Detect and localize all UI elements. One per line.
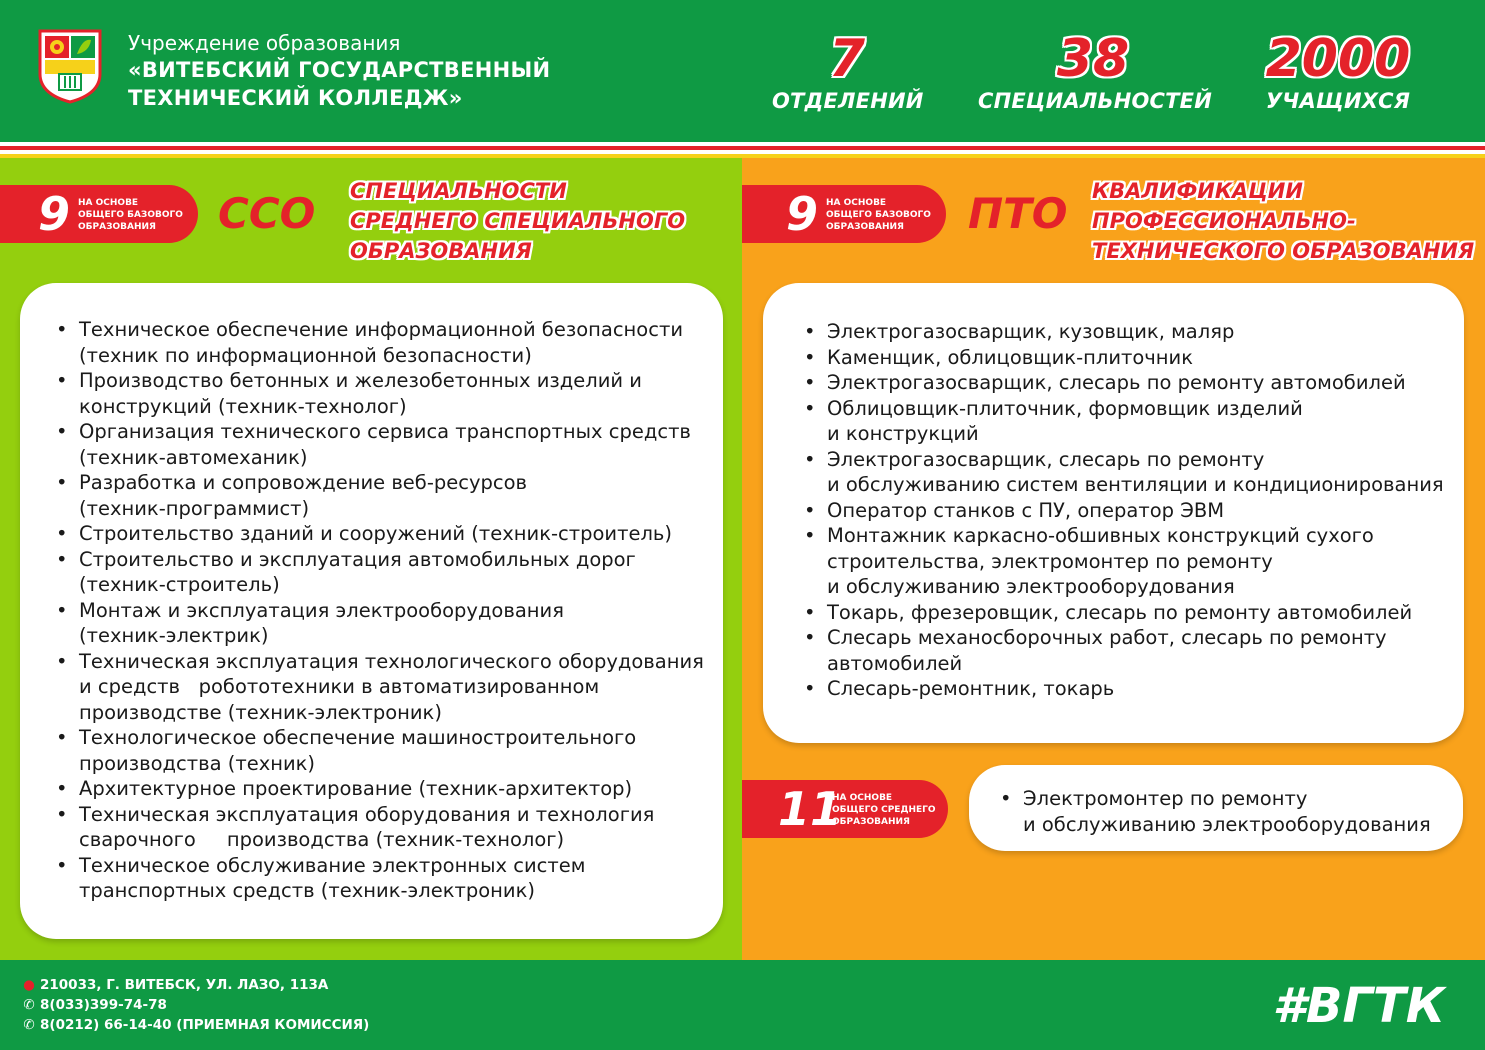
panel-pto [742,158,1485,960]
org-line-2: «ВИТЕБСКИЙ ГОСУДАРСТВЕННЫЙ [128,58,551,82]
qualifications-list [804,319,1454,702]
list-item [804,676,1454,702]
list-item-line: (техник-автомеханик) [79,445,308,469]
list-item-line: • Организация технического сервиса транспортных средств [79,420,691,443]
list-item-line: транспортных средств (техник-электроник) [79,879,535,902]
list-item-line: производства (техник) [79,751,316,775]
list-item-line: • Разработка и сопровождение веб-ресурсов [79,471,528,494]
list-item-line: сварочного производства (техник-технолог) [79,828,565,851]
panel-cco [0,158,742,960]
stat-specialties [978,29,1212,114]
stat-label: СПЕЦИАЛЬНОСТЕЙ [978,89,1212,113]
list-item [804,345,1454,371]
stat-label: УЧАЩИХСЯ [1265,89,1411,113]
list-item-line: • Электрогазосварщик, слесарь по ремонту автомобилей [827,371,1406,394]
list-item-line: и средств робототехники в автоматизированном [79,675,600,698]
list-item-line: • Строительство зданий и сооружений (техник-строитель) [79,522,673,545]
badge-number: 9 [786,187,819,241]
section-heading: СПЕЦИАЛЬНОСТИ СРЕДНЕГО СПЕЦИАЛЬНОГО ОБРАЗОВАНИЯ [350,179,686,263]
list-item [804,370,1454,396]
list-item-line: • Слесарь механосборочных работ, слесарь по ремонту [827,626,1387,649]
list-item-line: • Монтаж и эксплуатация электрооборудования [79,598,564,622]
list-item-line: • Облицовщик-плиточник, формовщик изделий [827,396,1303,420]
list-item [804,447,1454,498]
section-heading: КВАЛИФИКАЦИИ ПРОФЕССИОНАЛЬНО- ТЕХНИЧЕСКОГО ОБРАЗОВАНИЯ [1092,179,1475,263]
stat-departments [772,30,922,114]
badge-base-education [0,185,198,243]
phone-icon: ✆ [23,1017,35,1033]
specialties-card [20,283,723,939]
list-item-line: • Техническая эксплуатация оборудования и технология [79,802,655,826]
list-item-line: • Техническое обслуживание электронных систем [79,853,586,877]
org-line-3: ТЕХНИЧЕСКИЙ КОЛЛЕДЖ» [128,86,463,110]
list-item [804,319,1454,345]
list-item [56,853,716,904]
list-item-line: • Токарь, фрезеровщик, слесарь по ремонту автомобилей [827,600,1413,624]
list-item-line: автомобилей [827,651,963,675]
phone-2[interactable]: ✆ 8(0212) 66-14-40 (ПРИЕМНАЯ КОМИССИЯ) [23,1017,370,1033]
list-item-line: (техник-электрик) [79,624,269,647]
list-item [56,317,716,368]
section-code: ПТО [968,189,1068,238]
stat-number: 2000 [1265,29,1411,89]
list-item-line: строительства, электромонтер по ремонту [827,549,1273,573]
list-item [804,523,1454,600]
list-item [804,498,1454,524]
list-item [56,547,716,598]
stat-number: 7 [828,29,866,89]
list-item-line: • Электрогазосварщик, кузовщик, маляр [827,320,1235,343]
list-item [56,470,716,521]
list-item [56,776,716,802]
location-pin-icon: ● [23,977,35,993]
list-item-line: • Архитектурное проектирование (техник-архитектор) [79,777,633,800]
list-item-line: • Электрогазосварщик, слесарь по ремонту [827,447,1265,471]
college-emblem-icon [37,28,103,104]
organization-name [128,30,550,112]
list-item [56,725,716,776]
list-item-line: • Производство бетонных и железобетонных изделий и [79,369,642,392]
badge-text: НА ОСНОВЕ ОБЩЕГО БАЗОВОГО ОБРАЗОВАНИЯ [826,198,931,232]
hashtag: #ВГТК [1272,978,1445,1034]
list-item-line: • Техническая эксплуатация технологического оборудования [79,649,704,673]
org-line-1: Учреждение образования [128,31,401,55]
badge-number: 9 [38,187,71,241]
list-item [56,802,716,853]
badge-base-education [742,185,946,243]
phone-icon: ✆ [23,997,35,1013]
list-item-line: • Строительство и эксплуатация автомобильных дорог [79,547,636,571]
list-item-line: • Электромонтер по ремонту [1023,787,1308,810]
list-item-line: • Оператор станков с ПУ, оператор ЭВМ [827,498,1225,522]
list-item-line: и обслуживанию систем вентиляции и кондиционирования [827,473,1444,496]
list-item-line: и конструкций [827,422,979,445]
list-item [56,368,716,419]
list-item [56,419,716,470]
list-item [56,598,716,649]
phone-1[interactable]: ✆ 8(033)399-74-78 [23,997,167,1013]
list-item-line: • Монтажник каркасно-обшивных конструкций сухого [827,524,1374,547]
badge-secondary-education [742,780,948,838]
list-item [804,600,1454,626]
list-item-line: • Каменщик, облицовщик-плиточник [827,345,1194,369]
list-item-line: • Технологическое обеспечение машиностроительного [79,726,637,749]
badge-text: НА ОСНОВЕ ОБЩЕГО СРЕДНЕГО ОБРАЗОВАНИЯ [832,793,936,827]
list-item-line: • Слесарь-ремонтник, токарь [827,677,1115,700]
qualifications-card [763,283,1464,743]
badge-number: 11 [778,782,843,836]
list-item [1000,786,1460,837]
list-item-line: и обслуживанию электрооборудования [827,575,1235,598]
stat-number: 38 [1056,29,1130,89]
list-item-line: и обслуживанию электрооборудования [1023,812,1431,836]
list-item [804,625,1454,676]
list-item [56,649,716,726]
section-code: ССО [218,189,316,238]
badge-text: НА ОСНОВЕ ОБЩЕГО БАЗОВОГО ОБРАЗОВАНИЯ [78,198,183,232]
list-item-line: (техник-программист) [79,496,310,520]
specialties-list [56,317,716,904]
stat-label: ОТДЕЛЕНИЙ [772,89,924,113]
list-item [56,521,716,547]
footer [0,960,1485,1050]
list-item-line: • Техническое обеспечение информационной безопасности [79,318,683,341]
list-item [804,396,1454,447]
address: ● 210033, Г. ВИТЕБСК, УЛ. ЛАЗО, 113А [23,977,329,993]
list-item-line: (техник-строитель) [79,573,280,596]
qualifications-list-secondary [1000,786,1460,837]
list-item-line: конструкций (техник-технолог) [79,394,407,418]
header [0,0,1485,142]
list-item-line: (техник по информационной безопасности) [79,343,532,367]
qualifications-card-secondary [969,765,1463,851]
stat-students [1258,30,1418,114]
list-item-line: производстве (техник-электроник) [79,700,442,724]
